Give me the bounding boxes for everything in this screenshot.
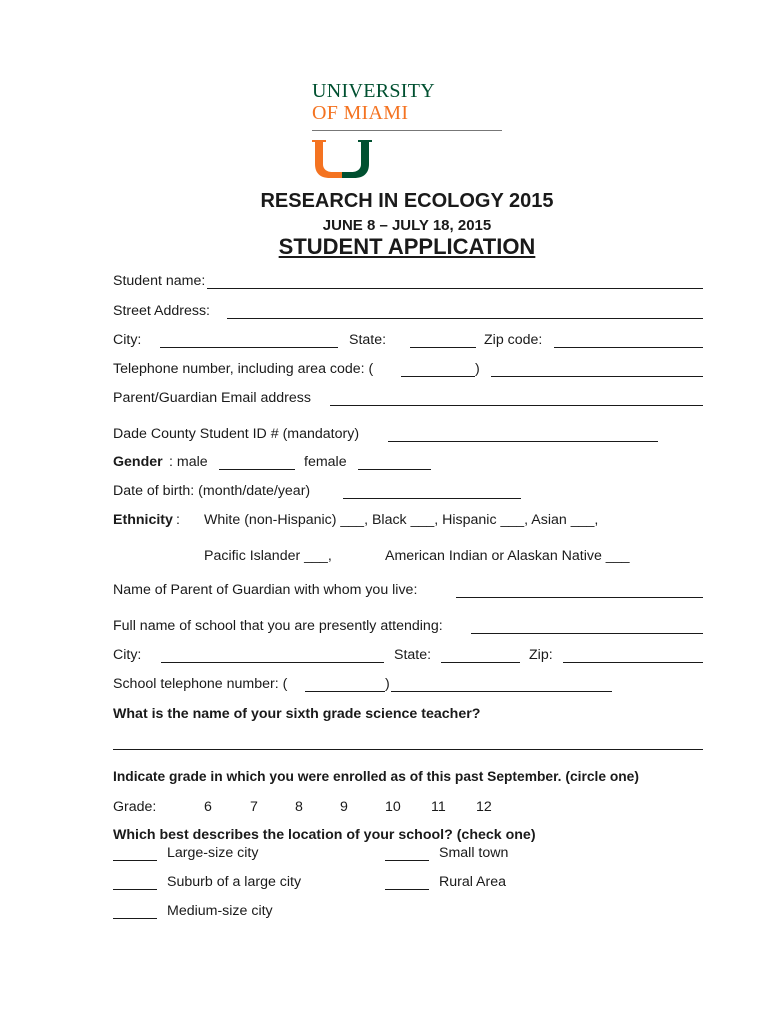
ethnicity-native-option[interactable]: American Indian or Alaskan Native ___ — [385, 548, 630, 564]
parent-name-field[interactable] — [456, 597, 703, 598]
u-logo-icon — [312, 140, 372, 178]
school-phone-label: School telephone number: ( — [113, 676, 288, 692]
state-label: State: — [349, 332, 387, 348]
dob-field[interactable] — [343, 498, 521, 499]
guardian-email-field[interactable] — [330, 405, 703, 406]
student-name-label: Student name: — [113, 273, 206, 289]
street-address-label: Street Address: — [113, 303, 210, 319]
form-title: STUDENT APPLICATION — [278, 234, 536, 259]
student-id-field[interactable] — [388, 441, 658, 442]
school-name-field[interactable] — [471, 633, 703, 634]
suburb-label: Suburb of a large city — [167, 874, 302, 890]
logo-line-university: UNIVERSITY — [312, 80, 435, 102]
dob-label: Date of birth: (month/date/year) — [113, 483, 311, 499]
ethnicity-label: Ethnicity — [113, 512, 173, 528]
school-state-label: State: — [394, 647, 432, 663]
student-id-label: Dade County Student ID # (mandatory) — [113, 426, 360, 442]
school-phone-paren-close: ) — [385, 676, 390, 692]
program-dates: JUNE 8 – JULY 18, 2015 — [322, 217, 492, 234]
program-title: RESEARCH IN ECOLOGY 2015 — [260, 190, 554, 212]
guardian-email-label: Parent/Guardian Email address — [113, 390, 311, 406]
gender-male-label: : male — [169, 454, 208, 470]
student-name-field[interactable] — [207, 288, 703, 289]
grade-question: Indicate grade in which you were enrolled as of this past September. (circle one) — [113, 769, 639, 784]
logo-line-of-miami: OF MIAMI — [312, 102, 409, 124]
logo-divider — [312, 130, 502, 131]
grade-option[interactable]: 9 — [340, 799, 348, 815]
telephone-label: Telephone number, including area code: ( — [113, 361, 374, 377]
small-town-label: Small town — [439, 845, 509, 861]
grade-option[interactable]: 12 — [476, 799, 492, 815]
state-field[interactable] — [410, 347, 476, 348]
school-phone-field[interactable] — [391, 691, 612, 692]
ethnicity-colon: : — [176, 512, 180, 528]
telephone-field[interactable] — [491, 376, 703, 377]
small-town-checkbox[interactable] — [385, 860, 429, 861]
gender-female-label: female — [304, 454, 347, 470]
gender-label: Gender — [113, 454, 163, 470]
parent-name-label: Name of Parent of Guardian with whom you live: — [113, 582, 418, 598]
grade-option[interactable]: 11 — [431, 799, 446, 815]
medium-city-checkbox[interactable] — [113, 918, 157, 919]
student-name-row — [113, 273, 703, 289]
street-address-row — [113, 303, 703, 319]
grade-option[interactable]: 6 — [204, 799, 212, 815]
suburb-checkbox[interactable] — [113, 889, 157, 890]
grade-option[interactable]: 8 — [295, 799, 303, 815]
grade-label: Grade: — [113, 799, 157, 815]
ethnicity-pacific-option[interactable]: Pacific Islander ___, — [204, 548, 332, 564]
location-question: Which best describes the location of your school? (check one) — [113, 827, 536, 843]
rural-label: Rural Area — [439, 874, 507, 890]
street-address-field[interactable] — [227, 318, 703, 319]
zip-field[interactable] — [554, 347, 703, 348]
large-city-label: Large-size city — [167, 845, 259, 861]
gender-male-field[interactable] — [219, 469, 295, 470]
gender-female-field[interactable] — [358, 469, 431, 470]
zip-label: Zip code: — [484, 332, 543, 348]
rural-checkbox[interactable] — [385, 889, 429, 890]
medium-city-label: Medium-size city — [167, 903, 273, 919]
university-logo — [312, 80, 512, 180]
teacher-question: What is the name of your sixth grade science teacher? — [113, 706, 481, 722]
grade-option[interactable]: 10 — [385, 799, 401, 815]
school-name-label: Full name of school that you are presently attending: — [113, 618, 443, 634]
ethnicity-options-line1[interactable]: White (non-Hispanic) ___, Black ___, Hispanic ___, Asian ___, — [204, 512, 599, 528]
area-code-field[interactable] — [401, 376, 475, 377]
school-area-code-field[interactable] — [305, 691, 385, 692]
school-state-field[interactable] — [441, 662, 520, 663]
teacher-name-field[interactable] — [113, 749, 703, 750]
city-field[interactable] — [160, 347, 338, 348]
telephone-paren-close: ) — [475, 361, 480, 377]
school-zip-label: Zip: — [529, 647, 553, 663]
large-city-checkbox[interactable] — [113, 860, 157, 861]
school-zip-field[interactable] — [563, 662, 703, 663]
school-city-field[interactable] — [161, 662, 384, 663]
city-label: City: — [113, 332, 142, 348]
school-city-label: City: — [113, 647, 142, 663]
grade-option[interactable]: 7 — [250, 799, 258, 815]
